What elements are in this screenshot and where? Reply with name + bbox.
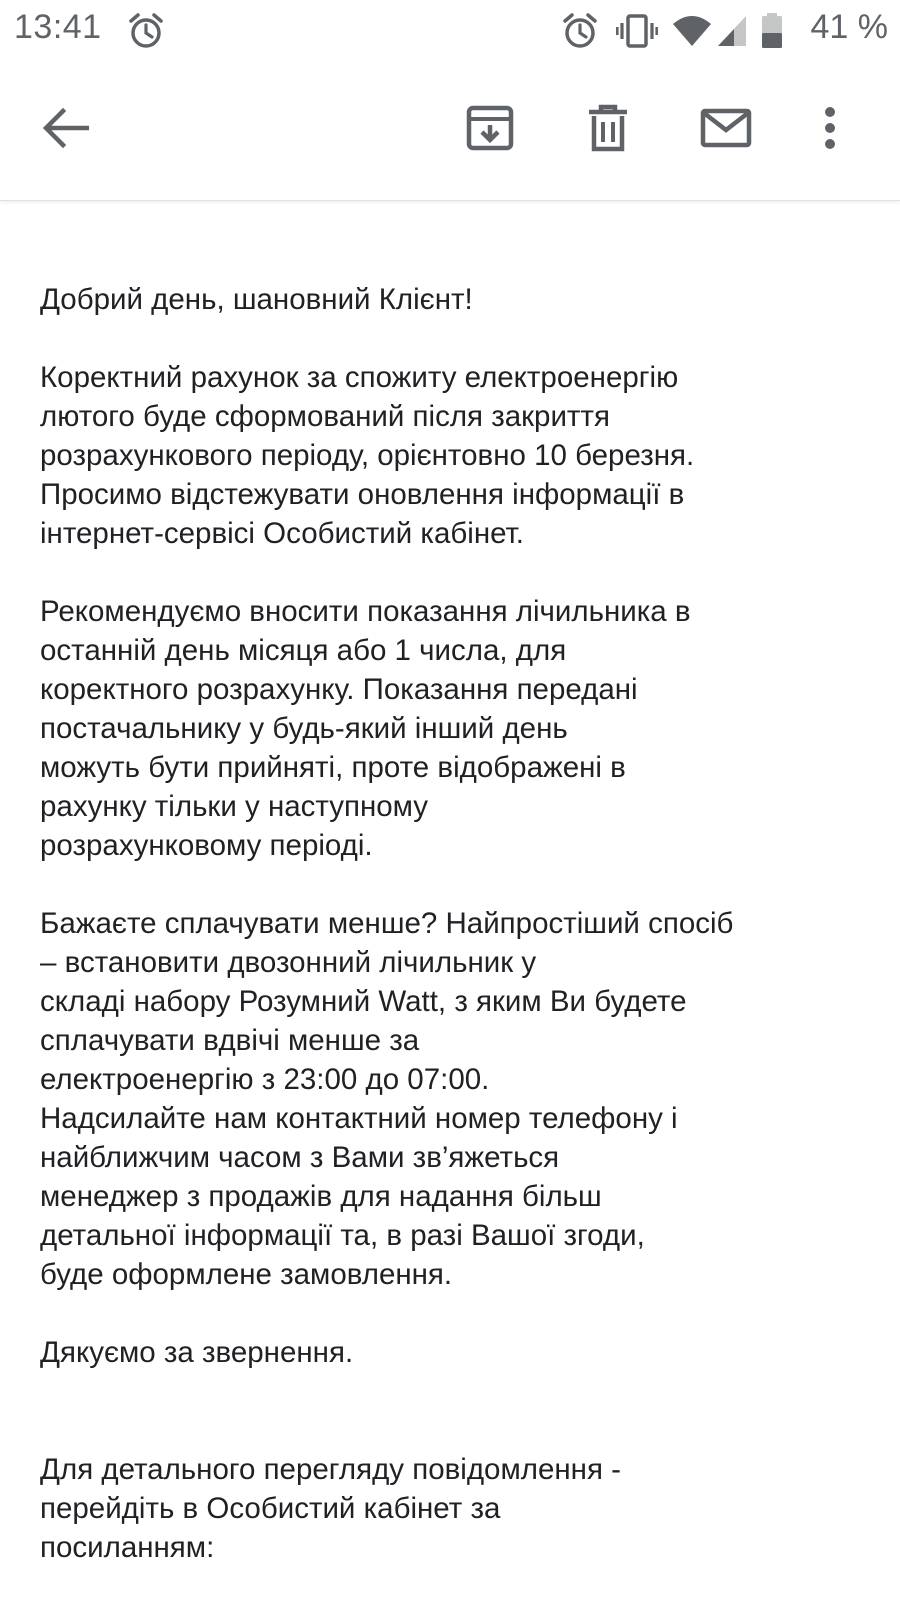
email-paragraph-bill: Коректний рахунок за спожиту електроенергію лютого буде сформований після закриття розрахункового періоду, орієнтовно 10 березня. Просимо відстежувати оновлення інформації в інтернет-сервісі Особистий кабінет.: [40, 361, 695, 550]
battery-percentage: 41 %: [810, 8, 888, 46]
email-greeting: Добрий день, шановний Клієнт!: [40, 283, 473, 316]
delete-icon: [587, 104, 629, 157]
battery-icon: [760, 12, 784, 55]
alarm-icon: [128, 12, 164, 55]
alarm-icon: [562, 12, 598, 55]
email-paragraph-offer: Бажаєте сплачувати менше? Найпростіший спосіб – встановити двозонний лічильник у складі набору Розумний Watt, з яким Ви будете сплачувати вдвічі менше за електроенергію з 23:00 до 07:00. Надсилайте нам контактний номер телефону і найближчим часом з Вами зв’яжеться менеджер з продажів для надання більш детальної інформації та, в разі Вашої згоди, буде оформлене замовлення.: [40, 907, 734, 1291]
signal-icon: [716, 12, 748, 55]
status-time: 13:41: [14, 8, 102, 46]
email-body: [40, 280, 860, 1567]
archive-button[interactable]: [452, 92, 528, 168]
back-button[interactable]: [28, 92, 104, 168]
mark-unread-button[interactable]: [688, 92, 764, 168]
archive-icon: [466, 105, 514, 156]
email-paragraph-meter: Рекомендуємо вносити показання лічильника в останній день місяця або 1 числа, для коректного розрахунку. Показання передані постачальнику у будь-який інший день можуть бути прийняті, проте відображені в рахунку тільки у наступному розрахунковому періоді.: [40, 595, 691, 862]
status-bar: [0, 0, 900, 62]
more-vert-icon: [823, 106, 837, 155]
email-toolbar: [0, 62, 900, 201]
email-thanks: Дякуємо за звернення.: [40, 1336, 354, 1369]
wifi-icon: [672, 12, 712, 55]
delete-button[interactable]: [570, 92, 646, 168]
email-paragraph-cabinet: Для детального перегляду повідомлення - перейдіть в Особистий кабінет за посиланням:: [40, 1453, 621, 1564]
vibrate-icon: [616, 12, 658, 55]
mark-unread-icon: [700, 108, 752, 153]
back-arrow-icon: [43, 108, 89, 153]
more-options-button[interactable]: [792, 92, 868, 168]
